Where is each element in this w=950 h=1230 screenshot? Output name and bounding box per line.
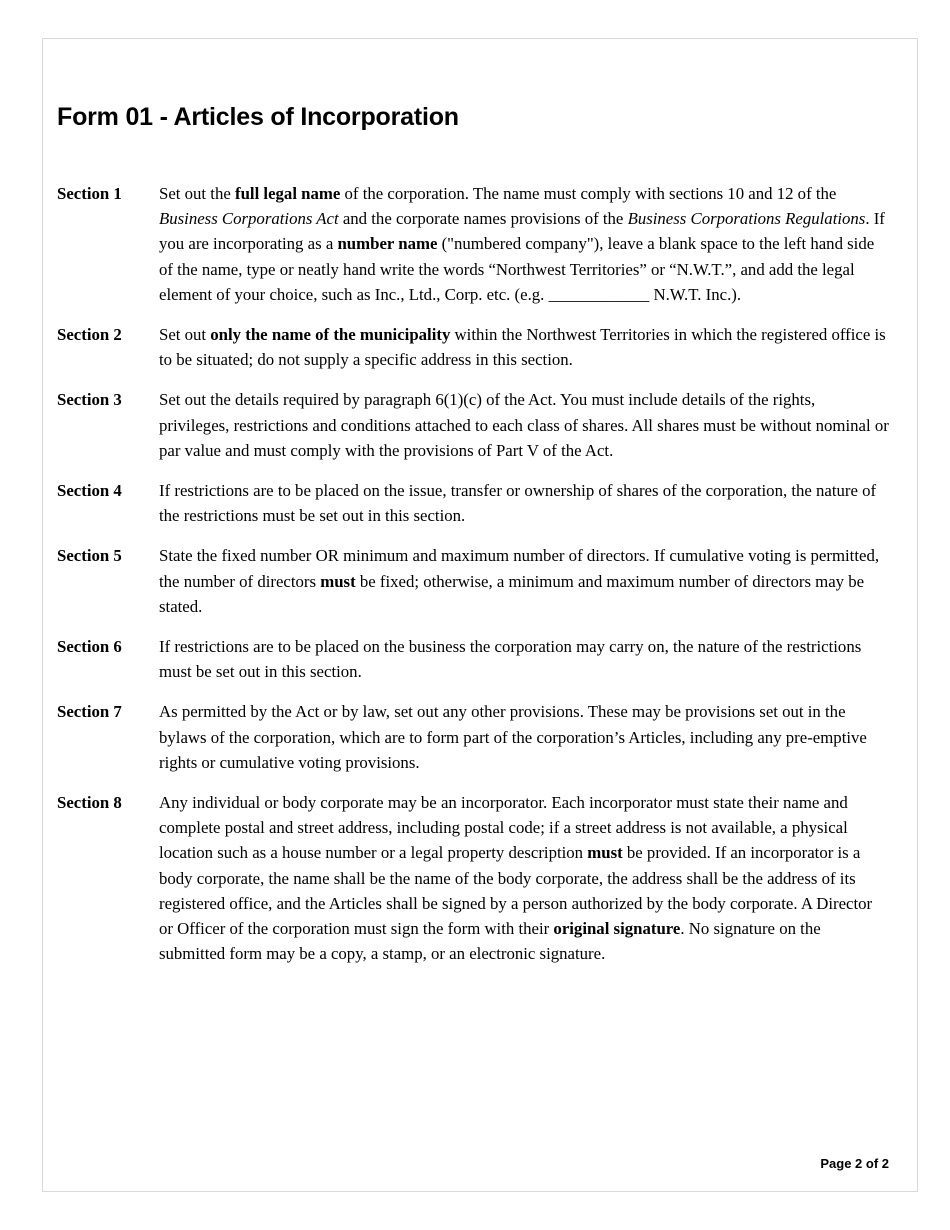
- section-list: [57, 181, 889, 981]
- section-label: Section 7: [57, 702, 122, 722]
- body-text: be provided. If an incorporator is a body corporate, the name shall be the name of the body corporate, the address shall be the address of its registered office, and the Articles shall be signed by a person authorized by the body corporate. A Director or Officer of the corporation must sign the form with their: [159, 843, 873, 939]
- section-row: [57, 387, 889, 463]
- section-text: [159, 699, 889, 775]
- section-text: [159, 322, 889, 372]
- section-label: Section 4: [57, 481, 122, 501]
- body-text: State the fixed number OR minimum and maximum number of directors. If cumulative voting is permitted, the number of directors: [159, 546, 880, 591]
- body-text: within the Northwest Territories in which the registered office is to be situated; do not supply a specific address in this section.: [159, 325, 886, 370]
- section-row: [57, 478, 889, 528]
- body-text: . No signature on the submitted form may be a copy, a stamp, or an electronic signature.: [159, 919, 821, 964]
- body-text: of the corporation. The name must comply with sections 10 and 12 of the: [340, 184, 837, 203]
- section-label: Section 3: [57, 390, 122, 410]
- section-label: Section 2: [57, 325, 122, 345]
- emphasis-text: full legal name: [234, 184, 341, 203]
- body-text: Any individual or body corporate may be an incorporator. Each incorporator must state their name and complete postal and street address, including postal code; if a street address is not available, a physical location such as a house number or a legal property description: [159, 793, 848, 863]
- section-row: [57, 790, 889, 966]
- page-number: Page 2 of 2: [820, 1156, 889, 1171]
- body-text: Set out: [159, 325, 211, 345]
- body-text: If restrictions are to be placed on the business the corporation may carry on, the nature of the restrictions must be set out in this section.: [159, 637, 862, 682]
- emphasis-text: must: [587, 843, 623, 863]
- section-text: [159, 478, 889, 528]
- page-title: Form 01 - Articles of Incorporation: [57, 103, 459, 131]
- emphasis-text: must: [320, 571, 356, 591]
- section-text: [159, 181, 889, 307]
- body-text: Set out the details required by paragraph 6(1)(c) of the Act. You must include details of the rights, privileges, restrictions and conditions attached to each class of shares. All shares must be without nominal or par value and must comply with the provisions of Part V of the Act.: [159, 390, 889, 460]
- act-title-text: Business Corporations Regulations: [627, 209, 866, 229]
- body-text: As permitted by the Act or by law, set out any other provisions. These may be provisions set out in the bylaws of the corporation, which are to form part of the corporation’s Articles, including any pre-emptive rights or cumulative voting provisions.: [159, 702, 867, 772]
- section-text: [159, 634, 889, 684]
- section-label: Section 6: [57, 637, 122, 657]
- body-text: be fixed; otherwise, a minimum and maximum number of directors may be stated.: [159, 571, 865, 616]
- body-text: Set out the: [159, 184, 235, 203]
- emphasis-text: number name: [337, 234, 438, 254]
- section-text: [159, 387, 889, 463]
- section-label: Section 1: [57, 184, 122, 203]
- section-text: [159, 790, 889, 966]
- section-row: [57, 181, 889, 307]
- section-label: Section 8: [57, 793, 122, 813]
- section-row: [57, 634, 889, 684]
- body-text: . If you are incorporating as a: [159, 209, 885, 254]
- body-text: If restrictions are to be placed on the issue, transfer or ownership of shares of the corporation, the nature of the restrictions must be set out in this section.: [159, 481, 877, 526]
- section-label: Section 5: [57, 546, 122, 566]
- section-row: [57, 543, 889, 619]
- emphasis-text: only the name of the municipality: [210, 325, 451, 345]
- document-page: [42, 38, 918, 1192]
- body-text: and the corporate names provisions of the: [338, 209, 628, 229]
- act-title-text: Business Corporations Act: [159, 209, 339, 229]
- section-row: [57, 699, 889, 775]
- emphasis-text: original signature: [553, 919, 681, 939]
- body-text: ("numbered company"), leave a blank space to the left hand side of the name, type or neatly hand write the words “Northwest Territories” or “N.W.T.”, and add the legal element of your choice, such as Inc., Ltd., Corp. etc. (e.g. ____________ N.W.T. Inc.).: [159, 234, 875, 304]
- section-row: [57, 322, 889, 372]
- section-text: [159, 543, 889, 619]
